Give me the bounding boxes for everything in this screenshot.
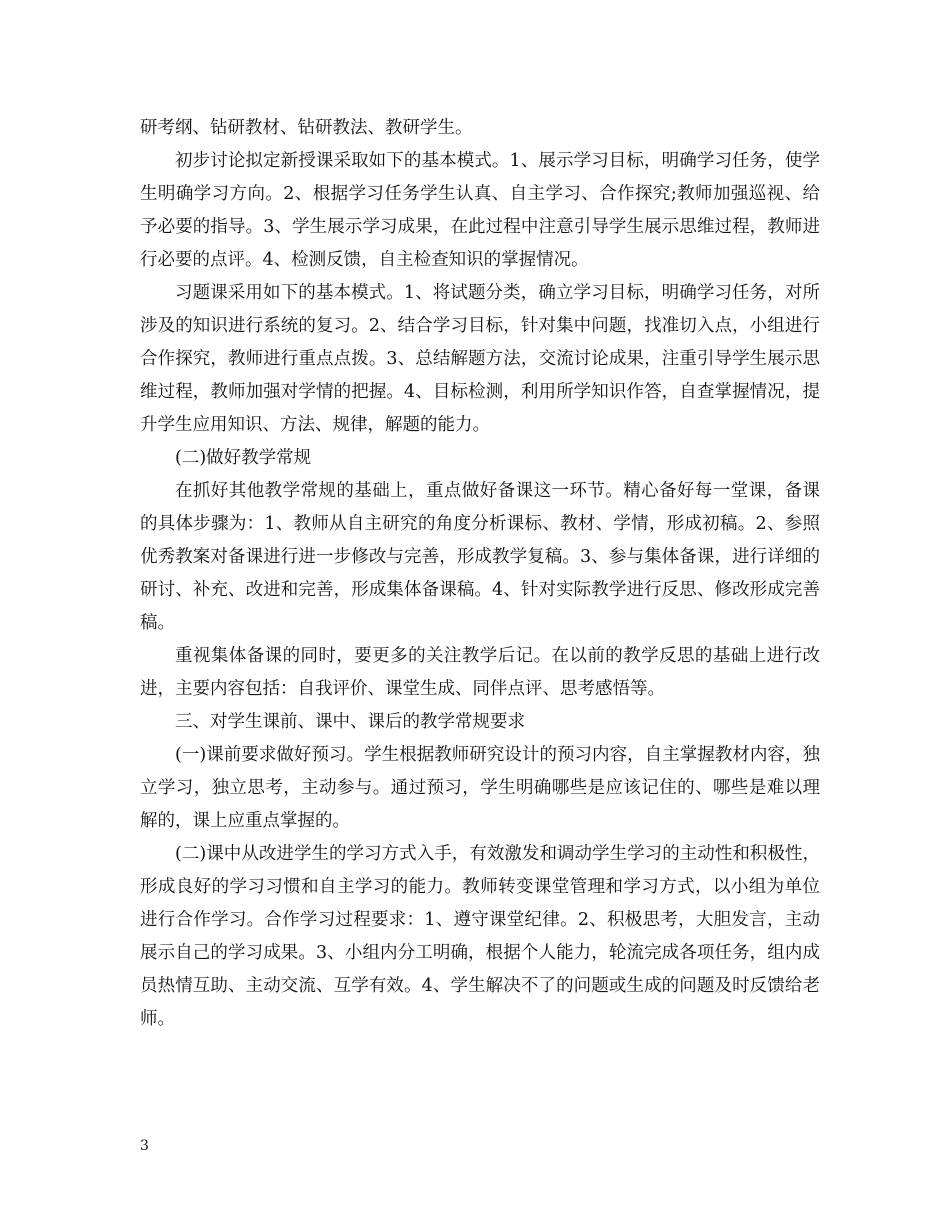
paragraph-preview-requirement: (一)课前要求做好预习。学生根据教师研究设计的预习内容，自主掌握教材内容，独立学习，独立思考，主动参与。通过预习，学生明确哪些是应该记住的、哪些是难以理解的，课上应重点掌握的。 bbox=[140, 745, 820, 831]
paragraph-teaching-reflection: 重视集体备课的同时，要更多的关注教学后记。在以前的教学反思的基础上进行改进，主要内容包括：自我评价、课堂生成、同伴点评、思考感悟等。 bbox=[140, 646, 820, 699]
page-number: 3 bbox=[140, 1138, 149, 1154]
paragraph-lesson-preparation: 在抓好其他教学常规的基础上，重点做好备课这一环节。精心备好每一堂课，备课的具体步骤为：1、教师从自主研究的角度分析课标、教材、学情，形成初稿。2、参照优秀教案对备课进行进一步修改与完善，形成教学复稿。3、参与集体备课，进行详细的研讨、补充、改进和完善，形成集体备课稿。4、针对实际教学进行反思、修改形成完善稿。 bbox=[140, 481, 820, 633]
paragraph-continuation: 研考纲、钻研教材、钻研教法、教研学生。 bbox=[140, 118, 473, 138]
paragraph-in-class-requirement: (二)课中从改进学生的学习方式入手，有效激发和调动学生学习的主动性和积极性，形成良好的学习习惯和自主学习的能力。教师转变课堂管理和学习方式，以小组为单位进行合作学习。合作学习过程要求：1、遵守课堂纪律。2、积极思考，大胆发言，主动展示自己的学习成果。3、小组内分工明确，根据个人能力，轮流完成各项任务，组内成员热情互助、主动交流、互学有效。4、学生解决不了的问题或生成的问题及时反馈给老师。 bbox=[140, 844, 820, 1029]
document-body bbox=[140, 112, 820, 1036]
paragraph-exercise-lesson-mode: 习题课采用如下的基本模式。1、将试题分类，确立学习目标，明确学习任务，对所涉及的知识进行系统的复习。2、结合学习目标，针对集中问题，找准切入点，小组进行合作探究，教师进行重点点拨。3、总结解题方法，交流讨论成果，注重引导学生展示思维过程，教师加强对学情的把握。4、目标检测，利用所学知识作答，自查掌握情况，提升学生应用知识、方法、规律，解题的能力。 bbox=[140, 283, 820, 435]
section-heading-teaching-routine: (二)做好教学常规 bbox=[175, 448, 312, 468]
section-heading-student-requirements: 三、对学生课前、课中、课后的教学常规要求 bbox=[175, 712, 525, 732]
paragraph-new-lesson-mode: 初步讨论拟定新授课采取如下的基本模式。1、展示学习目标，明确学习任务，使学生明确学习方向。2、根据学习任务学生认真、自主学习、合作探究;教师加强巡视、给予必要的指导。3、学生展示学习成果，在此过程中注意引导学生展示思维过程，教师进行必要的点评。4、检测反馈，自主检查知识的掌握情况。 bbox=[140, 151, 820, 270]
